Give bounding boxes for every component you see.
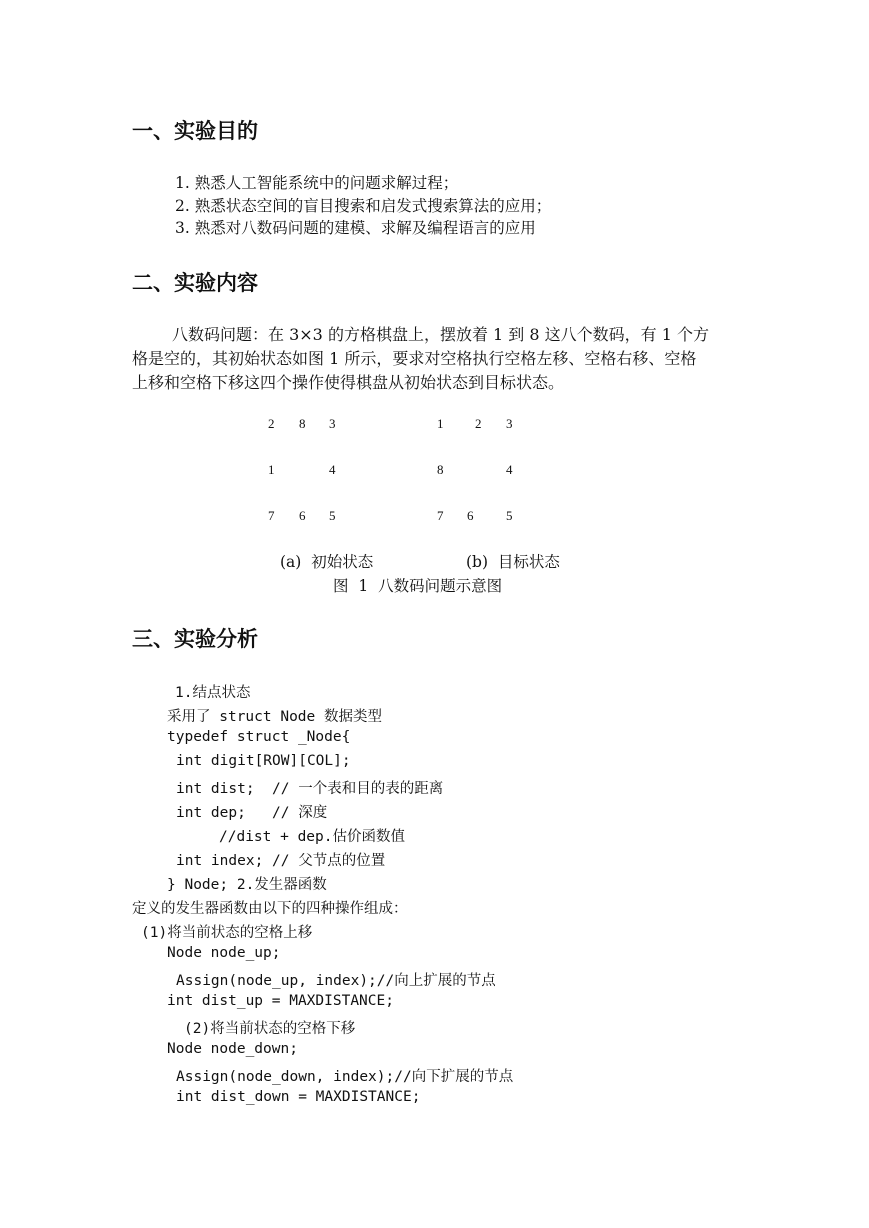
goal-cell: 1	[437, 416, 444, 431]
content-paragraph-line-2: 格是空的，其初始状态如图 1 所示，要求对空格执行空格左移、空格右移、空格	[132, 349, 697, 368]
figure-caption: 图 1 八数码问题示意图	[333, 577, 503, 595]
goal-cell: 7	[437, 508, 444, 523]
initial-cell: 6	[299, 508, 306, 523]
section-heading-analysis: 三、实验分析	[132, 627, 258, 651]
initial-cell: 4	[329, 462, 336, 477]
goal-cell: 4	[506, 462, 513, 477]
initial-cell: 5	[329, 508, 336, 523]
code-line: Node node_down;	[167, 1041, 298, 1057]
analysis-line: (1)将当前状态的空格上移	[141, 925, 313, 941]
initial-cell: 1	[268, 462, 275, 477]
code-line: int dist; // 一个表和目的表的距离	[176, 781, 444, 797]
code-line: int dep; // 深度	[176, 805, 328, 821]
code-line: Assign(node_down, index);//向下扩展的节点	[176, 1069, 514, 1085]
code-line: int index; // 父节点的位置	[176, 853, 386, 869]
code-line: } Node; 2.发生器函数	[167, 877, 327, 893]
code-line: Assign(node_up, index);//向上扩展的节点	[176, 973, 496, 989]
code-line: int dist_down = MAXDISTANCE;	[176, 1089, 421, 1105]
code-line: typedef struct _Node{	[167, 729, 351, 745]
analysis-line: 定义的发生器函数由以下的四种操作组成：	[132, 901, 408, 917]
goal-item-1: 1. 熟悉人工智能系统中的问题求解过程；	[175, 174, 459, 192]
goal-cell: 8	[437, 462, 444, 477]
goal-cell: 6	[467, 508, 474, 523]
goal-cell: 5	[506, 508, 513, 523]
section-heading-content: 二、实验内容	[132, 271, 258, 295]
initial-cell: 3	[329, 416, 336, 431]
content-paragraph-line-1: 八数码问题：在 3×3 的方格棋盘上，摆放着 1 到 8 这八个数码，有 1 个方	[172, 325, 709, 344]
code-line: int dist_up = MAXDISTANCE;	[167, 993, 394, 1009]
section-heading-goals: 一、实验目的	[132, 119, 258, 143]
goal-item-3: 3. 熟悉对八数码问题的建模、求解及编程语言的应用	[175, 219, 536, 237]
initial-cell: 8	[299, 416, 306, 431]
analysis-line: 采用了 struct Node 数据类型	[167, 709, 382, 725]
initial-cell: 2	[268, 416, 275, 431]
figure-label-b: (b) 目标状态	[466, 553, 560, 571]
analysis-line: (2)将当前状态的空格下移	[184, 1021, 356, 1037]
figure-label-a: (a) 初始状态	[280, 553, 374, 571]
goal-item-2: 2. 熟悉状态空间的盲目搜索和启发式搜索算法的应用；	[175, 197, 552, 215]
code-line: //dist + dep.估价函数值	[219, 829, 405, 845]
goal-cell: 2	[475, 416, 482, 431]
code-line: Node node_up;	[167, 945, 281, 961]
initial-cell: 7	[268, 508, 275, 523]
goal-cell: 3	[506, 416, 513, 431]
code-line: int digit[ROW][COL];	[176, 753, 351, 769]
content-paragraph-line-3: 上移和空格下移这四个操作使得棋盘从初始状态到目标状态。	[132, 373, 565, 392]
analysis-line: 1.结点状态	[175, 685, 251, 701]
